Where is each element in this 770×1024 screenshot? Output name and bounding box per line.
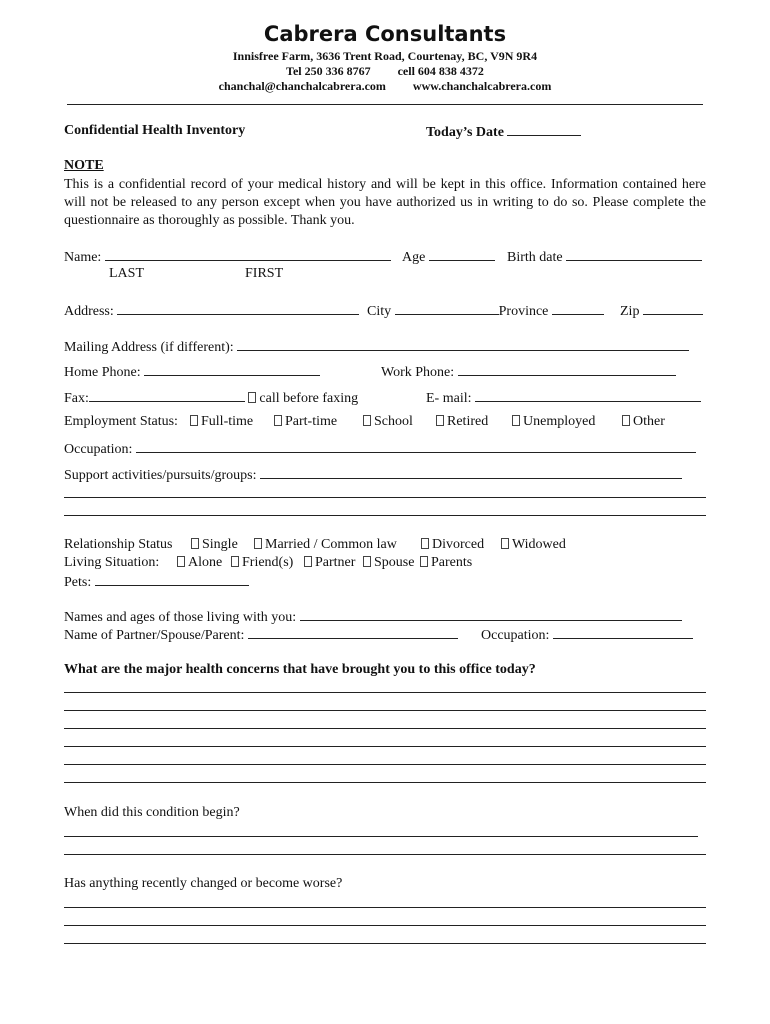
employment-label: Employment Status:: [64, 414, 178, 429]
partner-label: Name of Partner/Spouse/Parent:: [64, 628, 245, 643]
living-option-friends[interactable]: [231, 555, 293, 571]
form-title: Confidential Health Inventory: [64, 123, 246, 138]
option-label: Friend(s): [242, 555, 294, 570]
birth-line[interactable]: [566, 248, 702, 261]
living-option-partner[interactable]: [304, 555, 355, 571]
city-line[interactable]: [395, 302, 499, 315]
company-email: chanchal@chanchalcabrera.com: [218, 79, 386, 93]
support-line[interactable]: [260, 466, 682, 479]
zip-label: Zip: [620, 304, 640, 319]
checkbox[interactable]: [622, 415, 630, 426]
names-ages-label: Names and ages of those living with you:: [64, 610, 297, 625]
note-heading: NOTE: [64, 158, 104, 173]
address-field[interactable]: [64, 302, 359, 320]
option-label: Widowed: [512, 537, 566, 552]
checkbox[interactable]: [177, 556, 185, 567]
support-line-3[interactable]: [64, 515, 706, 516]
date-line[interactable]: [507, 123, 581, 136]
company-contact: [0, 79, 770, 94]
relationship-option-single[interactable]: [191, 537, 238, 553]
email-line[interactable]: [475, 389, 701, 402]
province-line[interactable]: [552, 302, 604, 315]
option-label: Other: [633, 414, 665, 429]
last-label: LAST: [109, 266, 144, 281]
age-field[interactable]: [402, 248, 495, 266]
checkbox[interactable]: [501, 538, 509, 549]
health-answer-line[interactable]: [64, 782, 706, 783]
partner-field[interactable]: [64, 626, 458, 644]
occupation-field[interactable]: [64, 440, 696, 458]
checkbox[interactable]: [254, 538, 262, 549]
pets-label: Pets:: [64, 575, 92, 590]
work-phone-line[interactable]: [458, 363, 676, 376]
condition-answer-line[interactable]: [64, 854, 706, 855]
company-title: Cabrera Consultants: [263, 22, 507, 46]
health-answer-line[interactable]: [64, 746, 706, 747]
support-field[interactable]: [64, 466, 682, 484]
option-label: Spouse: [374, 555, 415, 570]
city-label: City: [367, 304, 392, 319]
changed-question: Has anything recently changed or become worse?: [64, 876, 343, 891]
support-line-2[interactable]: [64, 497, 706, 498]
option-label: Part-time: [285, 414, 338, 429]
living-option-spouse[interactable]: [363, 555, 414, 571]
company-phones: [0, 64, 770, 79]
employment-option-school[interactable]: [363, 414, 413, 430]
option-label: Partner: [315, 555, 356, 570]
changed-answer-line[interactable]: [64, 925, 706, 926]
health-question: What are the major health concerns that have brought you to this office today?: [64, 662, 536, 677]
address-line[interactable]: [117, 302, 359, 315]
city-field[interactable]: [367, 302, 604, 320]
checkbox[interactable]: [191, 538, 199, 549]
mailing-label: Mailing Address (if different):: [64, 340, 234, 355]
home-phone-field[interactable]: [64, 363, 320, 381]
checkbox[interactable]: [231, 556, 239, 567]
zip-line[interactable]: [643, 302, 703, 315]
names-ages-field[interactable]: [64, 608, 682, 626]
note-text: This is a confidential record of your medical history and will be kept in this office. Information contained here will not be released to any person except when you have authorized us in writing to do so. Please complete the questionnaire as thoroughly as possible. Thank you.: [64, 177, 706, 228]
company-website: www.chanchalcabrera.com: [412, 79, 552, 93]
province-label: Province: [498, 304, 549, 319]
employment-option-fulltime[interactable]: [190, 414, 253, 430]
name-label: Name:: [64, 250, 102, 265]
health-answer-line[interactable]: [64, 728, 706, 729]
call-before-fax-label: call before faxing: [259, 391, 359, 406]
support-label: Support activities/pursuits/groups:: [64, 468, 257, 483]
partner-occupation-line[interactable]: [553, 626, 693, 639]
company-address: Innisfree Farm, 3636 Trent Road, Courtenay, BC, V9N 9R4: [232, 49, 538, 63]
fax-label: Fax:: [64, 391, 89, 406]
option-label: Alone: [188, 555, 223, 570]
employment-option-retired[interactable]: [436, 414, 488, 430]
home-phone-label: Home Phone:: [64, 365, 141, 380]
living-label: Living Situation:: [64, 555, 160, 570]
pets-field[interactable]: [64, 573, 249, 591]
pets-line[interactable]: [95, 573, 249, 586]
health-answer-line[interactable]: [64, 764, 706, 765]
names-ages-line[interactable]: [300, 608, 682, 621]
employment-option-unemployed[interactable]: [512, 414, 595, 430]
employment-option-parttime[interactable]: [274, 414, 337, 430]
header-divider: [67, 104, 703, 105]
option-label: School: [374, 414, 413, 429]
option-label: Parents: [431, 555, 473, 570]
option-label: Retired: [447, 414, 489, 429]
occupation-line[interactable]: [136, 440, 696, 453]
relationship-label: Relationship Status: [64, 537, 173, 552]
fax-field[interactable]: [64, 389, 358, 407]
partner-line[interactable]: [248, 626, 458, 639]
condition-question: When did this condition begin?: [64, 805, 240, 820]
checkbox[interactable]: [512, 415, 520, 426]
condition-answer-line[interactable]: [64, 836, 698, 837]
address-label: Address:: [64, 304, 114, 319]
occupation-label: Occupation:: [64, 442, 133, 457]
checkbox[interactable]: [436, 415, 444, 426]
work-phone-field[interactable]: [381, 363, 676, 381]
age-line[interactable]: [429, 248, 495, 261]
relationship-option-divorced[interactable]: [421, 537, 484, 553]
birth-field[interactable]: [507, 248, 702, 266]
company-cell: cell 604 838 4372: [397, 64, 484, 78]
option-label: Unemployed: [523, 414, 596, 429]
option-label: Divorced: [432, 537, 485, 552]
zip-field[interactable]: [620, 302, 703, 320]
home-phone-line[interactable]: [144, 363, 320, 376]
name-line[interactable]: [105, 248, 391, 261]
relationship-option-widowed[interactable]: [501, 537, 566, 553]
age-label: Age: [402, 250, 426, 265]
employment-option-other[interactable]: [622, 414, 665, 430]
date-label: Today’s Date: [426, 125, 504, 140]
birth-label: Birth date: [507, 250, 563, 265]
changed-answer-line[interactable]: [64, 943, 706, 944]
relationship-option-married[interactable]: [254, 537, 397, 553]
mailing-field[interactable]: [64, 338, 689, 356]
checkbox[interactable]: [363, 415, 371, 426]
option-label: Single: [202, 537, 238, 552]
health-answer-line[interactable]: [64, 692, 706, 693]
name-field[interactable]: [64, 248, 391, 266]
email-field[interactable]: [426, 389, 701, 407]
checkbox[interactable]: [304, 556, 312, 567]
first-label: FIRST: [245, 266, 284, 281]
partner-occupation-field[interactable]: [481, 626, 693, 644]
call-before-fax-checkbox[interactable]: [248, 392, 256, 403]
mailing-line[interactable]: [237, 338, 689, 351]
checkbox[interactable]: [274, 415, 282, 426]
checkbox[interactable]: [420, 556, 428, 567]
checkbox[interactable]: [190, 415, 198, 426]
health-answer-line[interactable]: [64, 710, 706, 711]
living-option-alone[interactable]: [177, 555, 222, 571]
checkbox[interactable]: [421, 538, 429, 549]
option-label: Married / Common law: [265, 537, 397, 552]
checkbox[interactable]: [363, 556, 371, 567]
changed-answer-line[interactable]: [64, 907, 706, 908]
living-option-parents[interactable]: [420, 555, 472, 571]
partner-occupation-label: Occupation:: [481, 628, 550, 643]
company-tel: Tel 250 336 8767: [286, 64, 371, 78]
work-phone-label: Work Phone:: [381, 365, 455, 380]
email-label: E- mail:: [426, 391, 472, 406]
date-field[interactable]: [426, 123, 581, 141]
fax-line[interactable]: [89, 389, 245, 402]
option-label: Full-time: [201, 414, 254, 429]
